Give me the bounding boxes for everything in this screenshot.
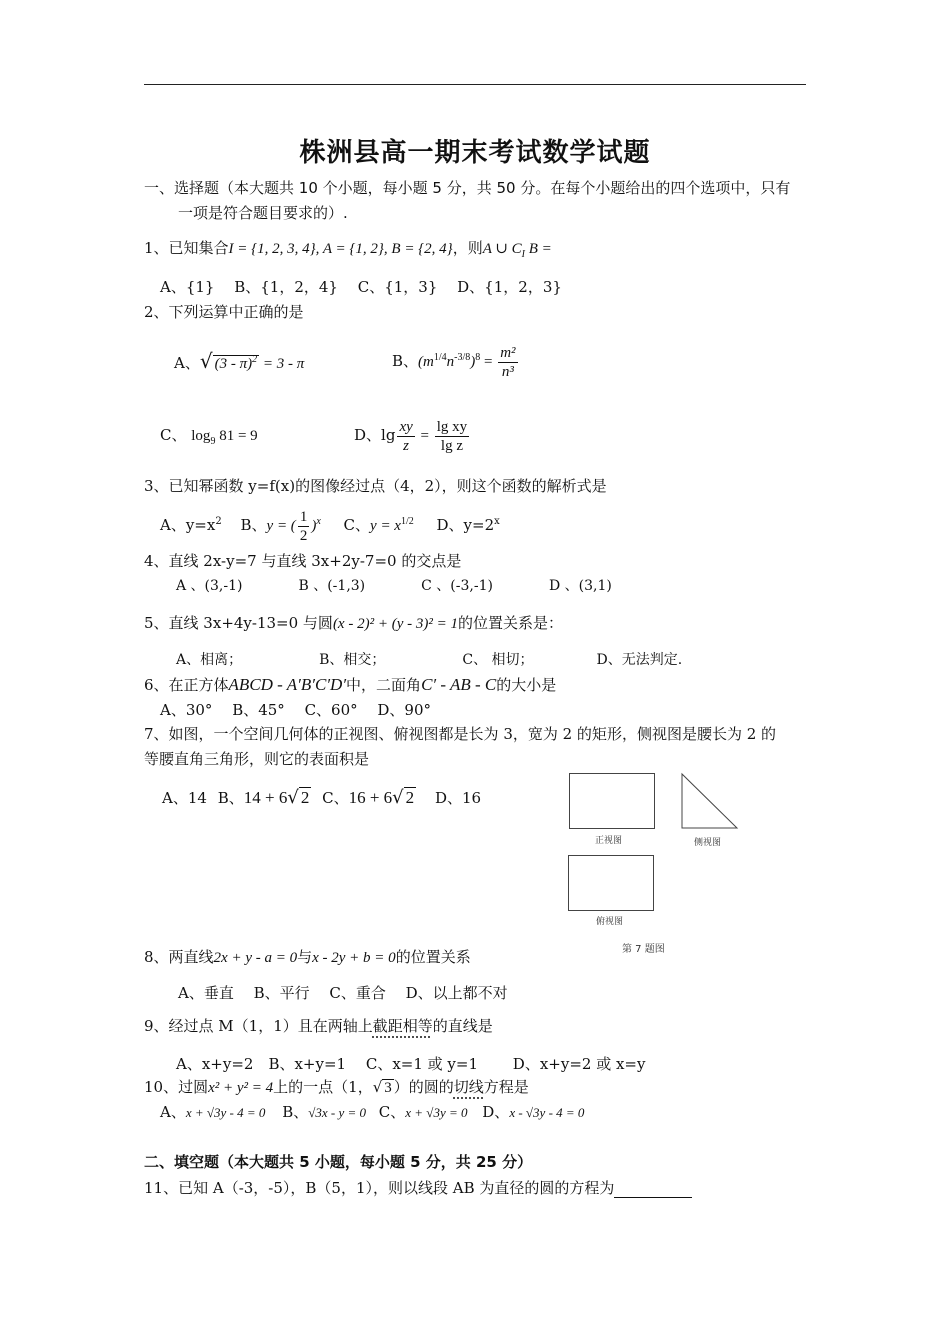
q1-sets: I = {1, 2, 3, 4}, A = {1, 2}, B = {2, 4} xyxy=(228,241,453,257)
q3-b-den: 2 xyxy=(299,527,308,544)
q10-b-expr: √3x - y = 0 xyxy=(308,1105,366,1120)
q6-suffix: 的大小是 xyxy=(496,676,557,694)
q1-target-end: B = xyxy=(528,241,552,257)
q5-expr: (x - 2)² + (y - 3)² = 1 xyxy=(332,616,458,632)
q10-rad: 3 xyxy=(384,1080,392,1096)
q8-line2: x - 2y + b = 0 xyxy=(312,950,396,966)
question-5-stem xyxy=(144,613,563,634)
q2-b-pow: 8 xyxy=(475,352,481,363)
question-9-stem xyxy=(144,1016,493,1036)
question-3-stem: 3、已知幂函数 y=f(x)的图像经过点（4，2），则这个函数的解析式是 xyxy=(144,477,607,495)
q2-d-label: D、lg xyxy=(354,426,396,444)
q7-a: A、14 xyxy=(162,789,207,807)
q10-a-label: A、 xyxy=(160,1103,186,1121)
q3-d: D、y=2 xyxy=(436,516,495,534)
section1-line2: 一项是符合题目要求的）. xyxy=(178,204,348,222)
q7-d: D、16 xyxy=(434,789,482,807)
q2-d-num1: xy xyxy=(399,418,413,435)
q9-suffix: 的直线是 xyxy=(432,1017,493,1035)
question-9-options: A、x+y=2 B、x+y=1 C、x=1 或 y=1 D、x+y=2 或 x=y xyxy=(176,1055,646,1073)
side-view-caption: 侧视图 xyxy=(694,838,722,848)
page-title: 株洲县高一期末考试数学试题 xyxy=(299,138,651,168)
q2-d-den2: lg z xyxy=(440,437,463,454)
q10-emphasis: 切线 xyxy=(453,1078,484,1096)
q8-mid: 与 xyxy=(297,948,313,966)
top-view-rectangle xyxy=(568,855,654,911)
q2-b-close: ) xyxy=(470,354,476,370)
question-2-option-a: A、√ (3 - π)$^2$ = 3 - π xyxy=(174,349,305,373)
question-7-options: A、14 B、14 + 6√ 2 C、16 + 6√ 2 D、16 xyxy=(162,787,482,808)
question-4-options: A 、(3,-1) B 、(-1,3) C 、(-3,-1) D 、(3,1) xyxy=(176,578,612,594)
q5-prefix: 5、直线 3x+4y-13=0 与圆 xyxy=(144,614,333,632)
q11-answer-blank[interactable] xyxy=(614,1183,692,1198)
q3-c-expr: y = x xyxy=(370,518,401,534)
q10-d-label: D、 xyxy=(482,1103,510,1121)
q7-c-expr: 16 + 6 xyxy=(348,788,393,807)
question-8-options: A、垂直 B、平行 C、重合 D、以上都不对 xyxy=(178,984,508,1002)
question-2-option-b: B、$(m^{1/4}n^{-3/8})^8$ = $\frac{\text{m²}}{\text{n³}}$ xyxy=(392,344,516,380)
q10-c-expr: x + √3y = 0 xyxy=(405,1105,468,1120)
q2-c-label: C、 xyxy=(160,426,187,444)
q2-d-den1: z xyxy=(403,437,410,454)
q3-b-sup: x xyxy=(316,516,321,527)
q6-prefix: 6、在正方体 xyxy=(144,676,229,694)
q6-cube: ABCD - A′B′C′D′ xyxy=(228,675,347,694)
q2-a-rest: = 3 - π xyxy=(259,356,305,372)
q10-c-label: C、 xyxy=(378,1103,406,1121)
q8-suffix: 的位置关系 xyxy=(395,948,471,966)
q2-a-label: A、 xyxy=(174,354,200,372)
question-6-stem xyxy=(144,675,556,695)
q3-b-close: ) xyxy=(311,518,317,534)
section1-line1: 一、选择题（本大题共 10 个小题，每小题 5 分，共 50 分。在每个小题给出的四个选项中，只有 xyxy=(144,179,791,197)
question-11-stem xyxy=(144,1178,692,1198)
q5-suffix: 的位置关系是： xyxy=(457,614,563,632)
q3-a: A、y=x xyxy=(160,516,216,534)
question-2-option-d: D、lg $\frac{xy}{z}$ = $\frac{\text{lg xy}}{\text{lg z}}$ xyxy=(354,418,468,454)
q11-text: 11、已知 A（-3，-5），B（5，1），则以线段 AB 为直径的圆的方程为 xyxy=(144,1179,615,1197)
question-4-stem: 4、直线 2x-y=7 与直线 3x+2y-7=0 的交点是 xyxy=(144,552,462,570)
question-2-stem: 2、下列运算中正确的是 xyxy=(144,303,304,321)
q7-c-label: C、 xyxy=(322,789,349,807)
q2-b-num: m² xyxy=(500,344,516,361)
q3-a-sup: 2 xyxy=(215,516,222,527)
q7-c-rad: 2 xyxy=(405,788,415,807)
question-10-options xyxy=(160,1102,584,1123)
q10-d-expr: x - √3y - 4 = 0 xyxy=(509,1105,585,1120)
q10-prefix: 10、过圆 xyxy=(144,1078,209,1096)
q3-c-sup: 1/2 xyxy=(400,516,414,527)
top-view-caption: 俯视图 xyxy=(596,917,624,927)
q8-prefix: 8、两直线 xyxy=(144,948,214,966)
question-7-line2: 等腰直角三角形，则它的表面积是 xyxy=(144,750,370,768)
q2-b-exp2: -3/8 xyxy=(454,352,471,363)
q10-a-expr: x + √3y - 4 = 0 xyxy=(185,1105,266,1120)
q7-b-label: B、 xyxy=(217,789,244,807)
figure-7-caption: 第 7 题图 xyxy=(622,944,665,955)
front-view-caption: 正视图 xyxy=(595,836,623,846)
question-8-stem xyxy=(144,947,471,968)
q9-emphasis: 截距相等 xyxy=(372,1017,433,1035)
front-view-rectangle xyxy=(569,773,655,829)
q2-c-rest: 81 = 9 xyxy=(215,428,258,444)
q2-c-expr: log xyxy=(191,428,211,444)
section2-heading: 二、填空题（本大题共 5 小题，每小题 5 分，共 25 分） xyxy=(144,1153,533,1171)
q2-c-sub: 9 xyxy=(210,436,216,447)
q10-suffix: ）的圆的 xyxy=(393,1078,454,1096)
question-5-options: A、相离； B、相交； C、 相切； D、无法判定. xyxy=(176,652,683,668)
q7-b-rad: 2 xyxy=(300,788,310,807)
question-1-stem xyxy=(144,238,552,265)
q6-angle: C′ - AB - C xyxy=(421,675,497,694)
q10-end: 方程是 xyxy=(483,1078,529,1096)
q1-prefix: 1、已知集合 xyxy=(144,239,229,257)
q2-d-num2: lg xy xyxy=(436,418,468,435)
header-rule xyxy=(144,84,806,85)
question-7-line1: 7、如图，一个空间几何体的正视图、俯视图都是长为 3，宽为 2 的矩形，侧视图是腰长为 2 的 xyxy=(144,725,777,743)
question-6-options: A、30° B、45° C、60° D、90° xyxy=(160,701,432,719)
side-view-triangle xyxy=(680,772,740,830)
q2-a-inner: (3 - π) xyxy=(214,356,253,372)
q10-circle: x² + y² = 4 xyxy=(208,1080,274,1096)
q2-b-mid: n xyxy=(446,354,455,370)
q2-b-den: n³ xyxy=(501,363,514,380)
q6-mid: 中，二面角 xyxy=(346,676,422,694)
q2-b-base: (m xyxy=(418,354,434,370)
q8-line1: 2x + y - a = 0 xyxy=(213,950,298,966)
q10-b-label: B、 xyxy=(282,1103,309,1121)
q3-b-y: y = ( xyxy=(266,518,296,534)
q3-b-label: B、 xyxy=(240,516,267,534)
q1-target: A ∪ C xyxy=(482,241,522,257)
q3-c-label: C、 xyxy=(343,516,371,534)
q2-b-exp1: 1/4 xyxy=(433,352,447,363)
question-3-options xyxy=(160,503,500,545)
question-10-stem: 10、过圆x² + y² = 4上的一点（1，√ 3 ）的圆的切线方程是 xyxy=(144,1078,529,1096)
question-1-options: A、{1} B、{1，2，4} C、{1，3} D、{1，2，3} xyxy=(160,278,562,296)
q1-mid: ，则 xyxy=(452,239,483,257)
question-2-option-c xyxy=(160,425,258,452)
q3-b-num: 1 xyxy=(299,508,308,525)
q10-mid: 上的一点（1， xyxy=(273,1078,373,1096)
q7-b-expr: 14 + 6 xyxy=(243,788,288,807)
q9-prefix: 9、经过点 M（1，1）且在两轴上 xyxy=(144,1017,373,1035)
q3-d-sup: x xyxy=(494,516,500,527)
q2-b-label: B、 xyxy=(392,352,419,370)
q1-target-sub: I xyxy=(521,249,526,260)
